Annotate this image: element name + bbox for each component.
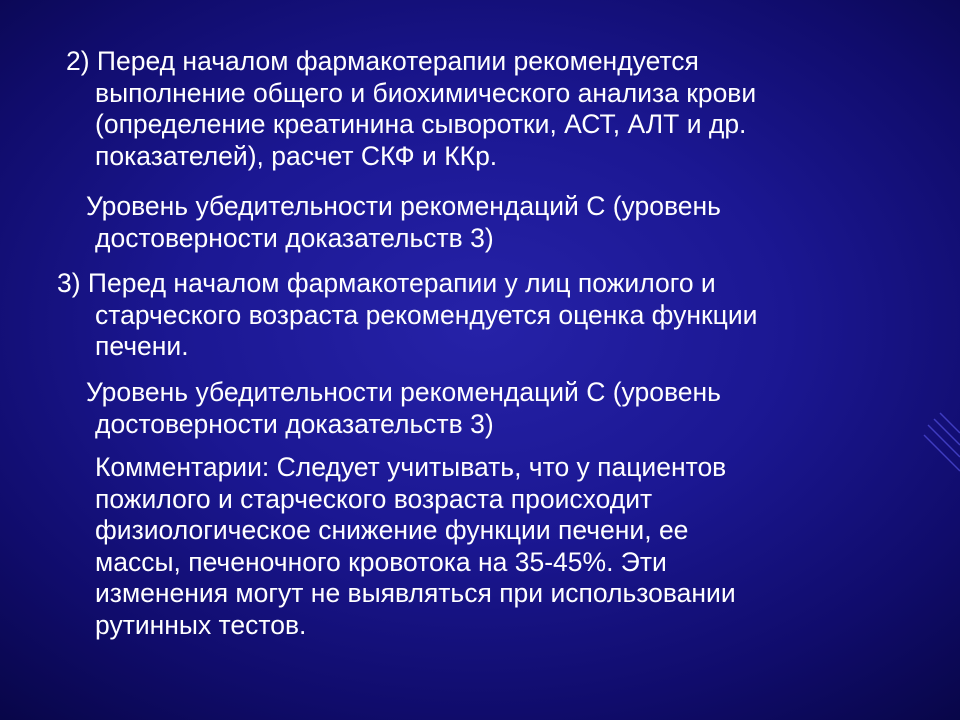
paragraph-line: показателей), расчет СКФ и ККр. — [95, 140, 498, 171]
paragraph-line: старческого возраста рекомендуется оценка функции — [95, 299, 758, 330]
paragraph-line: рутинных тестов. — [95, 609, 307, 640]
paragraph-item-3 — [57, 268, 757, 363]
paragraph-line: массы, печеночного кровотока на 35-45%. Эти — [95, 546, 667, 577]
paragraph-line: Комментарии: Следует учитывать, что у пациентов — [95, 452, 727, 482]
paragraph-line: (определение креатинина сыворотки, АСТ, АЛТ и др. — [95, 109, 747, 139]
comment-paragraph — [95, 452, 736, 641]
paragraph-line: Уровень убедительности рекомендаций С (уровень — [86, 377, 721, 407]
paragraph-item-2 — [66, 46, 756, 172]
paragraph-line: достоверности доказательств 3) — [95, 408, 494, 439]
paragraph-line: достоверности доказательств 3) — [95, 222, 494, 253]
paragraph-line: пожилого и старческого возраста происходит — [95, 483, 653, 514]
paragraph-line: изменения могут не выявляться при использовании — [95, 578, 736, 608]
paragraph-line: 2) Перед началом фармакотерапии рекомендуется — [66, 46, 699, 76]
paragraph-line: печени. — [95, 331, 189, 361]
paragraph-line: Уровень убедительности рекомендаций С (уровень — [86, 191, 721, 221]
recommendation-level — [86, 191, 721, 254]
decorative-diagonal-lines — [920, 395, 960, 485]
paragraph-line: выполнение общего и биохимического анализа крови — [95, 77, 757, 108]
recommendation-level — [86, 377, 721, 440]
paragraph-line: физиологическое снижение функции печени, ее — [95, 515, 689, 545]
paragraph-line: 3) Перед началом фармакотерапии у лиц пожилого и — [57, 268, 716, 298]
